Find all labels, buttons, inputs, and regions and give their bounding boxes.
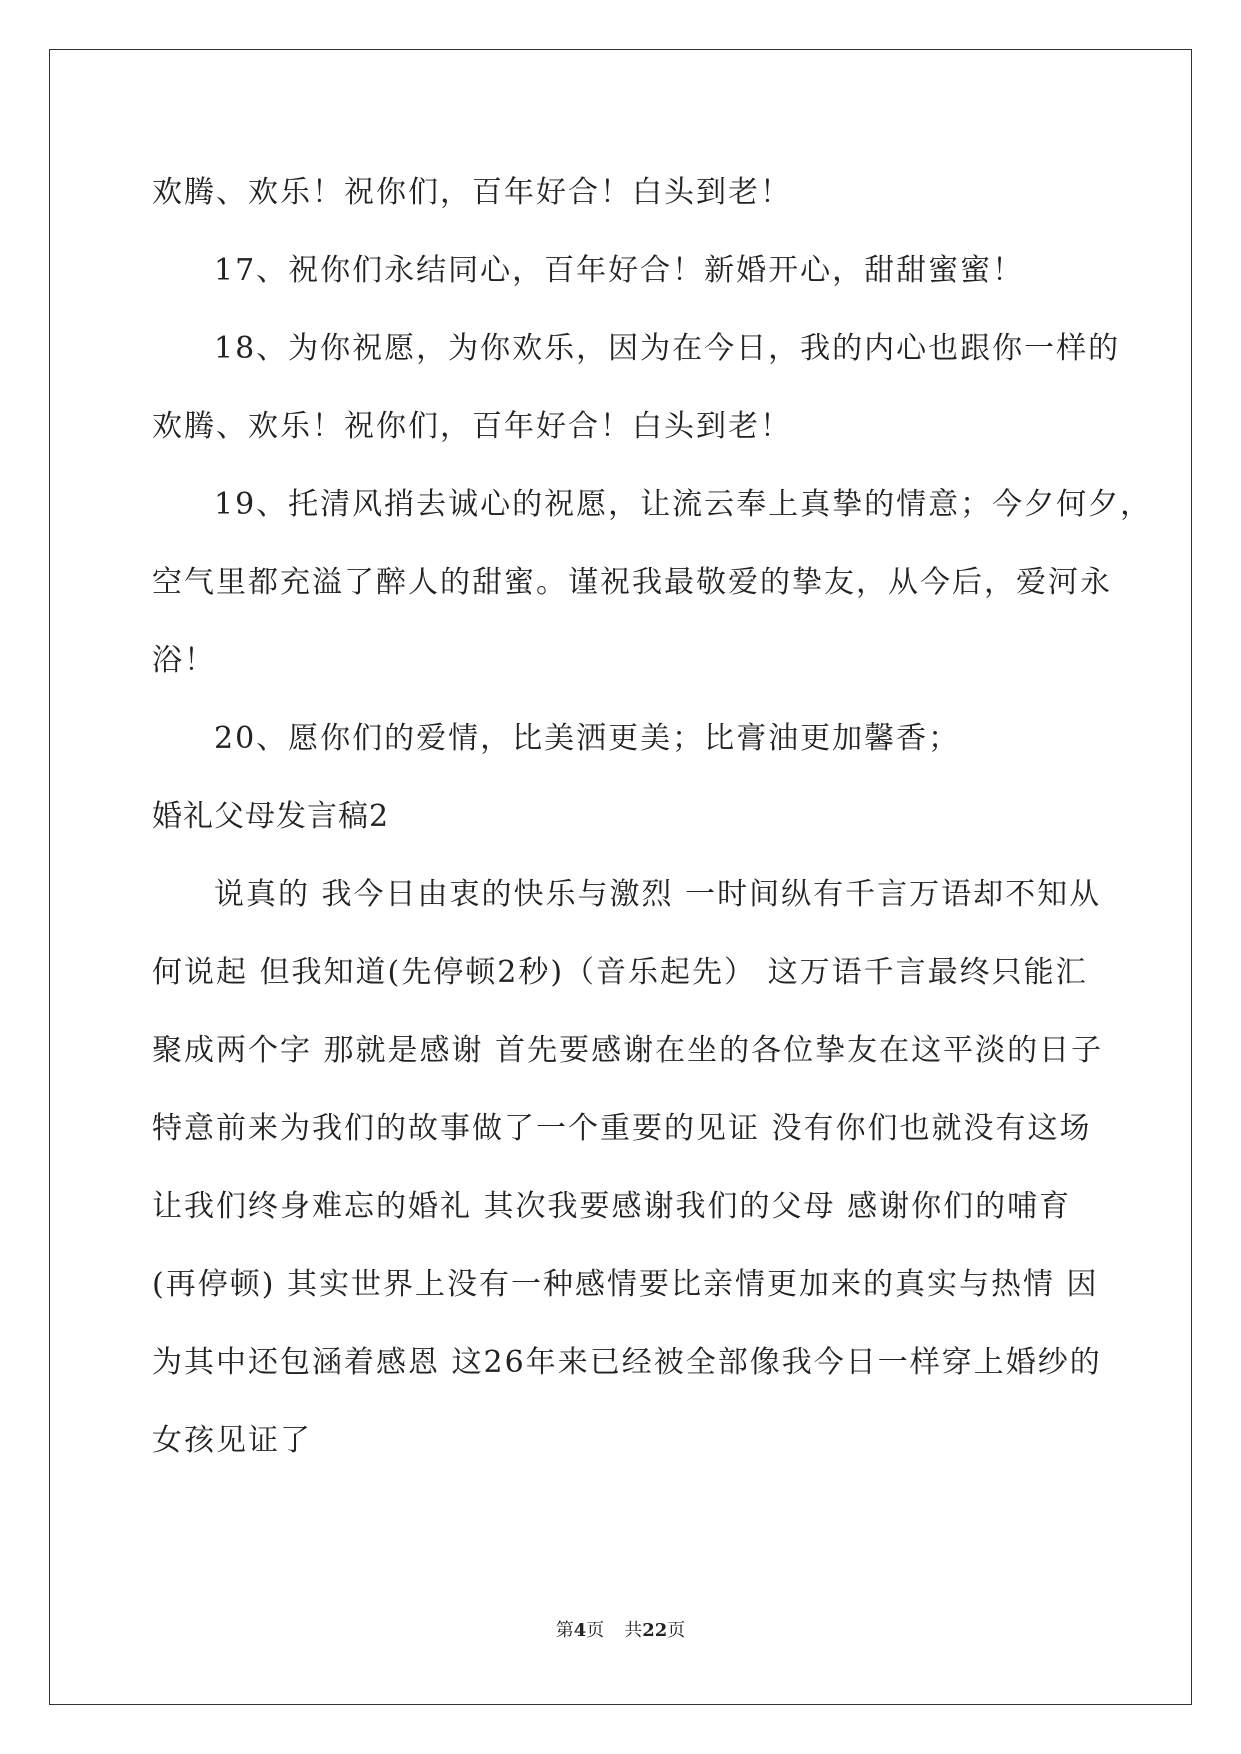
page-suffix: 页 bbox=[586, 1620, 605, 1641]
text-line: 让我们终身难忘的婚礼 其次我要感谢我们的父母 感谢你们的哺育 bbox=[152, 1189, 1072, 1224]
text-line: 欢腾、欢乐！祝你们，百年好合！白头到老！ bbox=[152, 175, 792, 210]
text-line: 聚成两个字 那就是感谢 首先要感谢在坐的各位挚友在这平淡的日子 bbox=[152, 1033, 1104, 1068]
text-line: (再停顿) 其实世界上没有一种感情要比亲情更加来的真实与热情 因 bbox=[152, 1267, 1099, 1302]
text-line: 17、祝你们永结同心，百年好合！新婚开心，甜甜蜜蜜！ bbox=[214, 253, 1025, 288]
text-line: 浴！ bbox=[152, 643, 216, 678]
document-body bbox=[152, 154, 1153, 1480]
text-line: 特意前来为我们的故事做了一个重要的见证 没有你们也就没有这场 bbox=[152, 1111, 1092, 1146]
total-pages: 22 bbox=[642, 1620, 668, 1641]
text-line: 19、托清风捎去诚心的祝愿，让流云奉上真挚的情意；今夕何夕， bbox=[214, 487, 1153, 522]
text-line: 20、愿你们的爱情，比美洒更美；比膏油更加馨香； bbox=[214, 721, 961, 756]
page-prefix: 第 bbox=[555, 1620, 574, 1641]
text-line: 何说起 但我知道(先停顿2秒)（音乐起先） 这万语千言最终只能汇 bbox=[152, 955, 1088, 990]
text-line: 女孩见证了 bbox=[152, 1423, 312, 1458]
total-suffix: 页 bbox=[667, 1620, 686, 1641]
page-number: 4 bbox=[573, 1620, 587, 1641]
section-heading: 婚礼父母发言稿2 bbox=[152, 799, 390, 834]
text-line: 说真的 我今日由衷的快乐与激烈 一时间纵有千言万语却不知从 bbox=[214, 877, 1102, 912]
text-line: 空气里都充溢了醉人的甜蜜。谨祝我最敬爱的挚友，从今后，爱河永 bbox=[152, 565, 1112, 600]
total-prefix: 共 bbox=[624, 1620, 643, 1641]
text-line: 欢腾、欢乐！祝你们，百年好合！白头到老！ bbox=[152, 409, 792, 444]
text-line: 18、为你祝愿，为你欢乐，因为在今日，我的内心也跟你一样的 bbox=[214, 331, 1121, 366]
page-footer bbox=[0, 1616, 1241, 1642]
text-line: 为其中还包涵着感恩 这26年来已经被全部像我今日一样穿上婚纱的 bbox=[152, 1345, 1102, 1380]
